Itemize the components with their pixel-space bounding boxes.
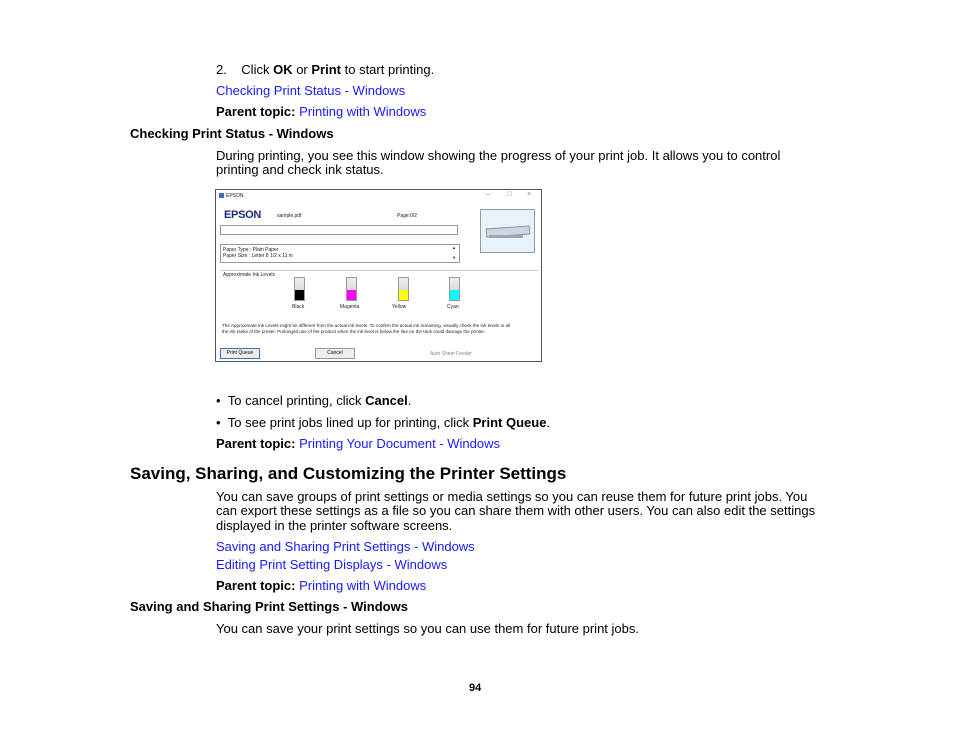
link-editing-setting-displays[interactable]: Editing Print Setting Displays - Windows <box>216 557 448 572</box>
ink-label-yellow: Yellow <box>392 304 407 310</box>
paper-size: Paper Size : Letter 8 1/2 x 11 in <box>223 253 293 259</box>
paper-info-box <box>220 244 460 263</box>
para-saving-line2: can export these settings as a file so you can share them with other users. You can also edit the settings <box>216 503 816 518</box>
parent-topic-1: Parent topic: Printing with Windows <box>216 104 427 119</box>
parent-topic-2: Parent topic: Printing Your Document - Windows <box>216 436 500 451</box>
parent-topic-3: Parent topic: Printing with Windows <box>216 578 427 593</box>
minimize-icon[interactable]: – <box>486 191 490 198</box>
ink-tank-cyan <box>449 277 460 301</box>
ok-label: OK <box>273 62 293 77</box>
window-title: EPSON <box>226 193 244 199</box>
para-checking-line1: During printing, you see this window showing the progress of your print job. It allows you to control <box>216 148 781 163</box>
paper-type: Paper Type : Plain Paper <box>223 247 279 253</box>
print-queue-button[interactable]: Print Queue <box>220 348 260 359</box>
link-saving-sharing-settings[interactable]: Saving and Sharing Print Settings - Windows <box>216 539 475 554</box>
para-saving-sub: You can save your print settings so you can use them for future print jobs. <box>216 621 639 636</box>
disclaimer-line1: The Approximate Ink Levels might be different from the actual ink levels. To confirm the actual ink remaining, visually check the ink levels in all <box>222 323 511 328</box>
step-2-text: 2. Click OK or Print to start printing. <box>216 62 435 77</box>
ink-label-magenta: Magenta <box>340 304 360 310</box>
epson-logo: EPSON <box>224 209 262 221</box>
para-saving-line1: You can save groups of print settings or media settings so you can reuse them for future print jobs. You <box>216 489 808 504</box>
epson-status-window <box>215 189 542 362</box>
ink-label-black: Black <box>292 304 305 310</box>
bullet-cancel: • To cancel printing, click Cancel. <box>216 393 412 408</box>
heading-checking-print-status: Checking Print Status - Windows <box>130 126 334 141</box>
scroll-up-icon[interactable]: ▲ <box>452 245 456 250</box>
progress-bar <box>220 225 458 235</box>
close-icon[interactable]: × <box>527 191 532 198</box>
ink-tank-magenta <box>346 277 357 301</box>
link-printing-with-windows[interactable]: Printing with Windows <box>299 104 427 119</box>
para-checking-line2: printing and check ink status. <box>216 162 384 177</box>
link-printing-with-windows-2[interactable]: Printing with Windows <box>299 578 427 593</box>
bullet-print-queue: • To see print jobs lined up for printing, click Print Queue. <box>216 415 551 430</box>
cancel-button[interactable]: Cancel <box>315 348 355 359</box>
heading-saving-sharing: Saving, Sharing, and Customizing the Printer Settings <box>130 464 567 483</box>
ink-fill-yellow <box>399 290 408 300</box>
ink-fill-cyan <box>450 290 459 300</box>
print-label: Print <box>311 62 341 77</box>
para-saving-line3: displayed in the printer software screens. <box>216 518 453 533</box>
paper-source: Auto Sheet Feeder <box>430 351 472 357</box>
ink-fill-black <box>295 290 304 300</box>
maximize-icon[interactable]: □ <box>507 191 512 198</box>
doc-name: sample.pdf <box>277 213 302 219</box>
ink-levels-label: Approximate Ink Levels <box>223 272 275 278</box>
ink-label-cyan: Cyan <box>447 304 459 310</box>
ink-fill-magenta <box>347 290 356 300</box>
page-info: Page:0/2 <box>397 213 418 219</box>
app-icon <box>219 193 224 198</box>
disclaimer-line2: the ink tanks of the printer. Prolonged use of the product when the ink level is below the line on the tank could damage the printer. <box>222 329 486 334</box>
bullet-icon: • <box>216 415 221 430</box>
bullet-icon: • <box>216 393 221 408</box>
printer-image <box>480 209 535 253</box>
scroll-down-icon[interactable]: ▼ <box>452 255 456 260</box>
ink-tank-yellow <box>398 277 409 301</box>
ink-levels-group <box>220 270 538 331</box>
ink-tank-black <box>294 277 305 301</box>
page-number: 94 <box>469 682 482 694</box>
link-printing-your-document[interactable]: Printing Your Document - Windows <box>299 436 500 451</box>
heading-saving-sharing-print-settings: Saving and Sharing Print Settings - Windows <box>130 599 408 614</box>
link-checking-print-status[interactable]: Checking Print Status - Windows <box>216 83 406 98</box>
